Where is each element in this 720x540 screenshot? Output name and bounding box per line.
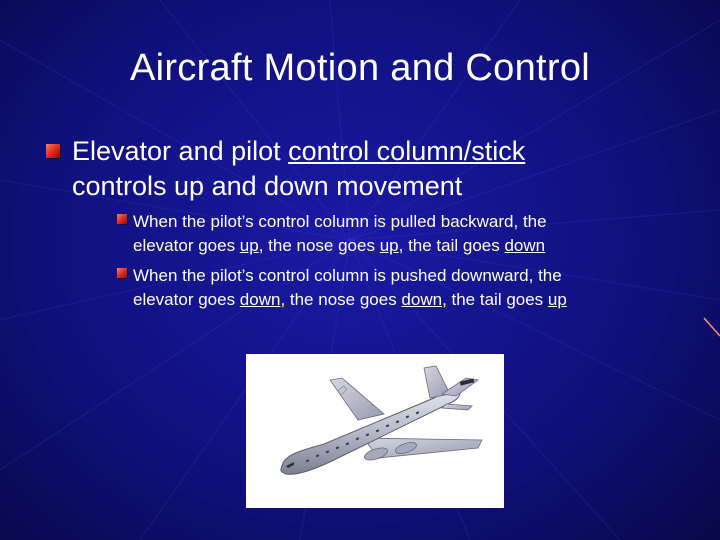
main-bullet-text (46, 134, 686, 204)
nose-direction: up (379, 236, 399, 255)
tail-direction: up (547, 290, 567, 309)
elevator-direction: up (239, 236, 259, 255)
tail-direction: down (504, 236, 546, 255)
bullet-square-icon (117, 268, 127, 278)
bullet-square-icon (46, 144, 60, 158)
sub-text: , the tail goes (442, 290, 548, 309)
sub-text: , the nose goes (258, 236, 380, 255)
sub-text: elevator goes (133, 290, 240, 309)
sub-text: , the tail goes (398, 236, 505, 255)
sub-bullet-line1: When the pilot’s control column is pushed downward, the (133, 266, 562, 285)
main-bullet-line2: controls up and down movement (72, 171, 463, 201)
elevator-direction: down (239, 290, 281, 309)
sub-text: elevator goes (133, 236, 240, 255)
sub-text: , the nose goes (280, 290, 402, 309)
slide-title: Aircraft Motion and Control (129, 47, 591, 89)
sub-bullet-line1: When the pilot’s control column is pulled backward, the (133, 212, 547, 231)
main-bullet (46, 134, 686, 204)
sub-bullet-text (115, 264, 685, 312)
bullet-square-icon (117, 214, 127, 224)
airplane-image (246, 354, 504, 508)
sub-bullet-pulled (115, 210, 685, 258)
main-bullet-line1: Elevator and pilot (72, 136, 289, 166)
sub-bullet-text (115, 210, 685, 258)
sub-bullet-pushed (115, 264, 685, 312)
nose-direction: down (401, 290, 443, 309)
airplane-icon (246, 354, 504, 508)
control-column-link[interactable]: control column/stick (288, 136, 526, 166)
